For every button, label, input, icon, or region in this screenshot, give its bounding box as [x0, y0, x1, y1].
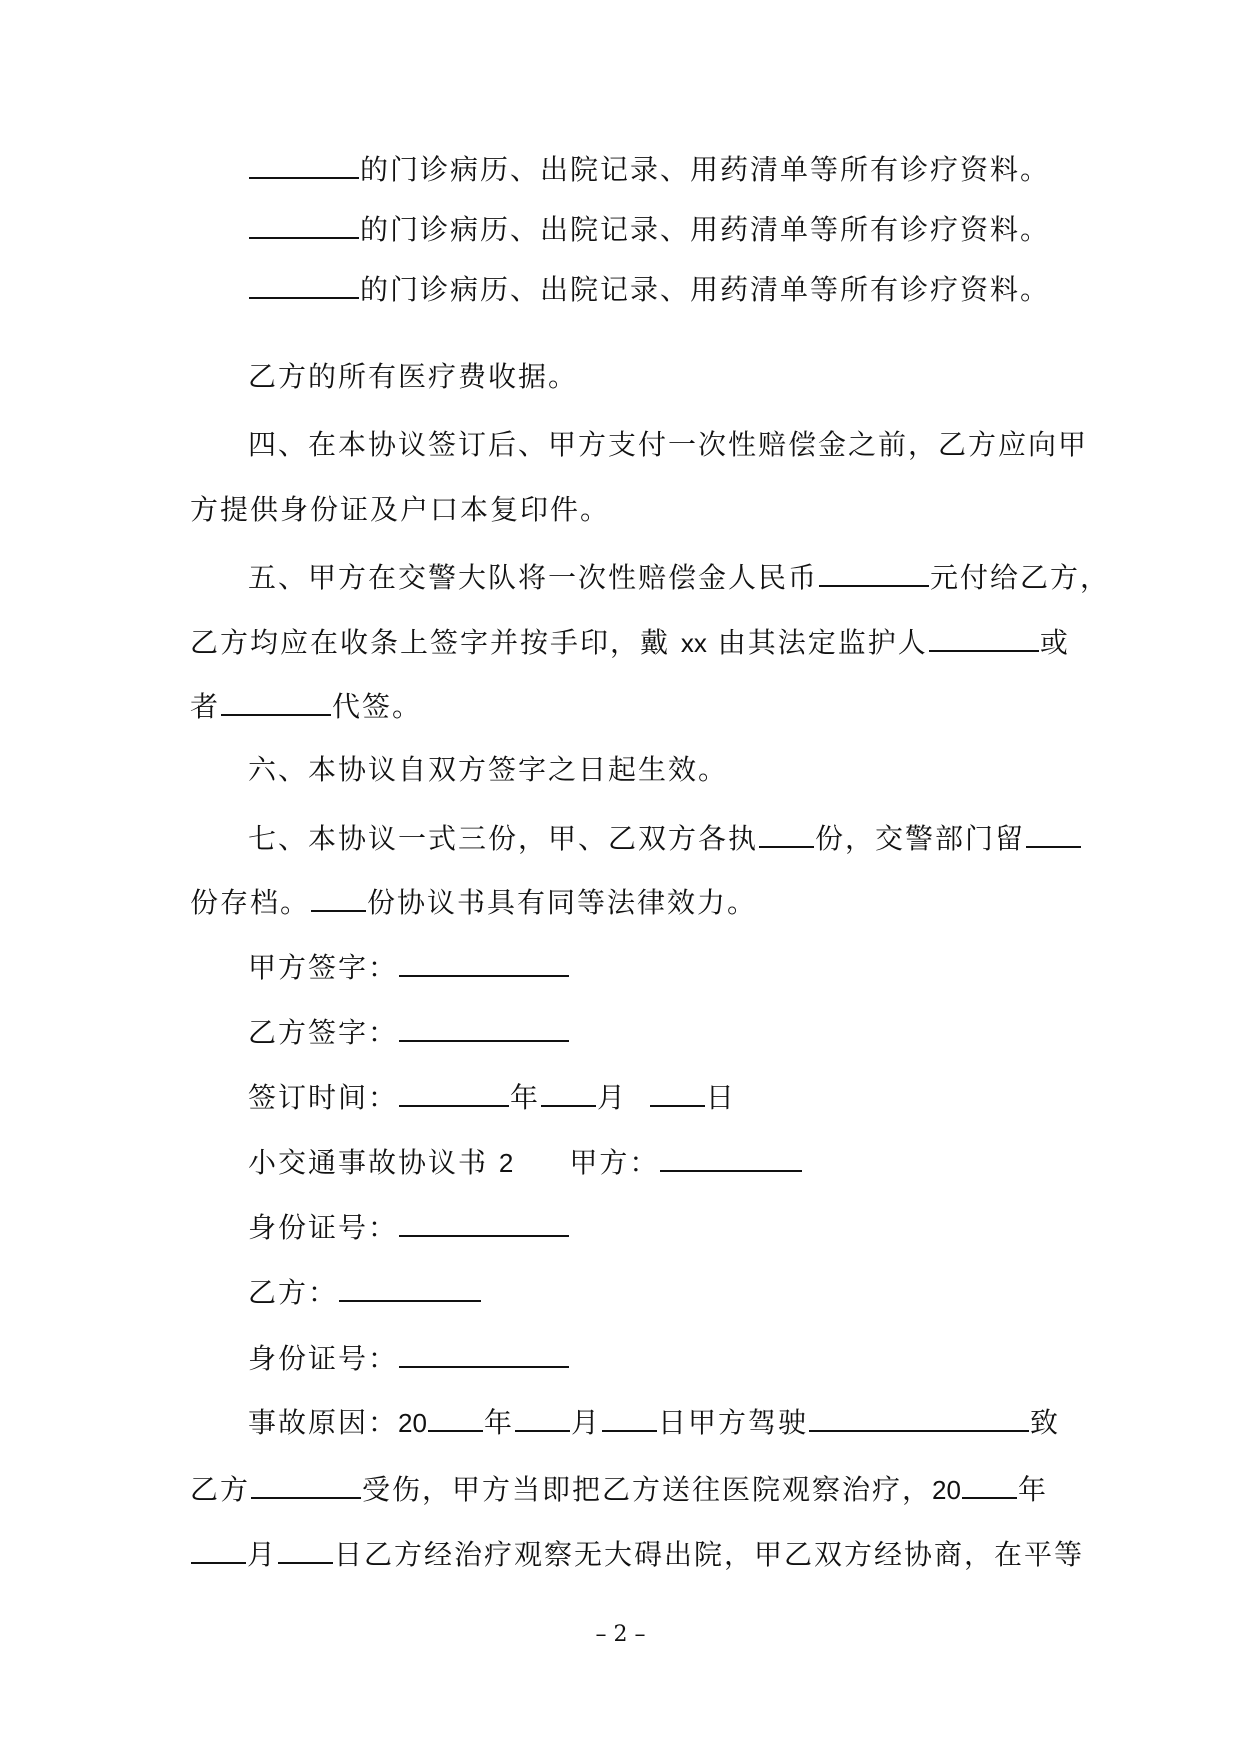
fill-blank[interactable]: [602, 1400, 657, 1432]
fill-blank[interactable]: [191, 1532, 246, 1564]
date-line: 签订时间： 年 月 日: [248, 1075, 736, 1118]
fill-blank[interactable]: [221, 684, 331, 716]
paragraph-line: 乙方的所有医疗费收据。: [248, 360, 579, 393]
year-blank[interactable]: [399, 1075, 509, 1107]
page-number: – 2 –: [595, 1622, 646, 1647]
paragraph-line: 份存档。 份协议书具有同等法律效力。: [190, 880, 757, 923]
signature-blank[interactable]: [399, 1010, 569, 1042]
form-line: 乙方：: [248, 1270, 482, 1313]
fill-blank[interactable]: [1026, 816, 1081, 848]
fill-blank[interactable]: [809, 1400, 1029, 1432]
party-a-blank[interactable]: [660, 1140, 802, 1172]
fill-blank[interactable]: [249, 267, 359, 299]
fill-blank[interactable]: [929, 620, 1039, 652]
section-title-line: 小交通事故协议书 2 甲方：: [248, 1140, 803, 1183]
signature-line: 甲方签字：: [248, 945, 570, 988]
party-b-blank[interactable]: [339, 1270, 481, 1302]
paragraph-line: 乙方 受伤，甲方当即把乙方送往医院观察治疗，20 年: [190, 1467, 1048, 1510]
fill-blank[interactable]: [515, 1400, 570, 1432]
fill-blank[interactable]: [249, 207, 359, 239]
fill-blank[interactable]: [251, 1467, 361, 1499]
id-number-blank[interactable]: [399, 1336, 569, 1368]
fill-blank[interactable]: [759, 816, 814, 848]
paragraph-line: 的门诊病历、出院记录、用药清单等所有诊疗资料。: [248, 267, 1050, 310]
day-blank[interactable]: [650, 1075, 705, 1107]
paragraph-line: 六、本协议自双方签字之日起生效。: [248, 753, 729, 786]
paragraph-line: 月 日乙方经治疗观察无大碍出院，甲乙双方经协商，在平等: [190, 1532, 1084, 1575]
paragraph-line: 七、本协议一式三份，甲、乙双方各执 份，交警部门留: [248, 816, 1082, 859]
form-line: 身份证号：: [248, 1336, 570, 1379]
fill-blank[interactable]: [819, 555, 929, 587]
month-blank[interactable]: [541, 1075, 596, 1107]
fill-blank[interactable]: [428, 1400, 483, 1432]
form-line: 身份证号：: [248, 1205, 570, 1248]
paragraph-line: 者 代签。: [190, 684, 422, 727]
fill-blank[interactable]: [962, 1467, 1017, 1499]
fill-blank[interactable]: [278, 1532, 333, 1564]
paragraph-line: 事故原因：20 年 月 日甲方驾驶 致: [248, 1400, 1060, 1443]
fill-blank[interactable]: [249, 147, 359, 179]
paragraph-line: 方提供身份证及户口本复印件。: [190, 493, 611, 526]
signature-line: 乙方签字：: [248, 1010, 570, 1053]
paragraph-line: 五、甲方在交警大队将一次性赔偿金人民币 元付给乙方，: [248, 555, 1110, 598]
id-number-blank[interactable]: [399, 1205, 569, 1237]
fill-blank[interactable]: [311, 880, 366, 912]
signature-blank[interactable]: [399, 945, 569, 977]
paragraph-line: 乙方均应在收条上签字并按手印，戴 xx 由其法定监护人 或: [190, 620, 1070, 663]
paragraph-line: 的门诊病历、出院记录、用药清单等所有诊疗资料。: [248, 207, 1050, 250]
paragraph-line: 四、在本协议签订后、甲方支付一次性赔偿金之前，乙方应向甲: [248, 428, 1089, 461]
paragraph-line: 的门诊病历、出院记录、用药清单等所有诊疗资料。: [248, 147, 1050, 190]
